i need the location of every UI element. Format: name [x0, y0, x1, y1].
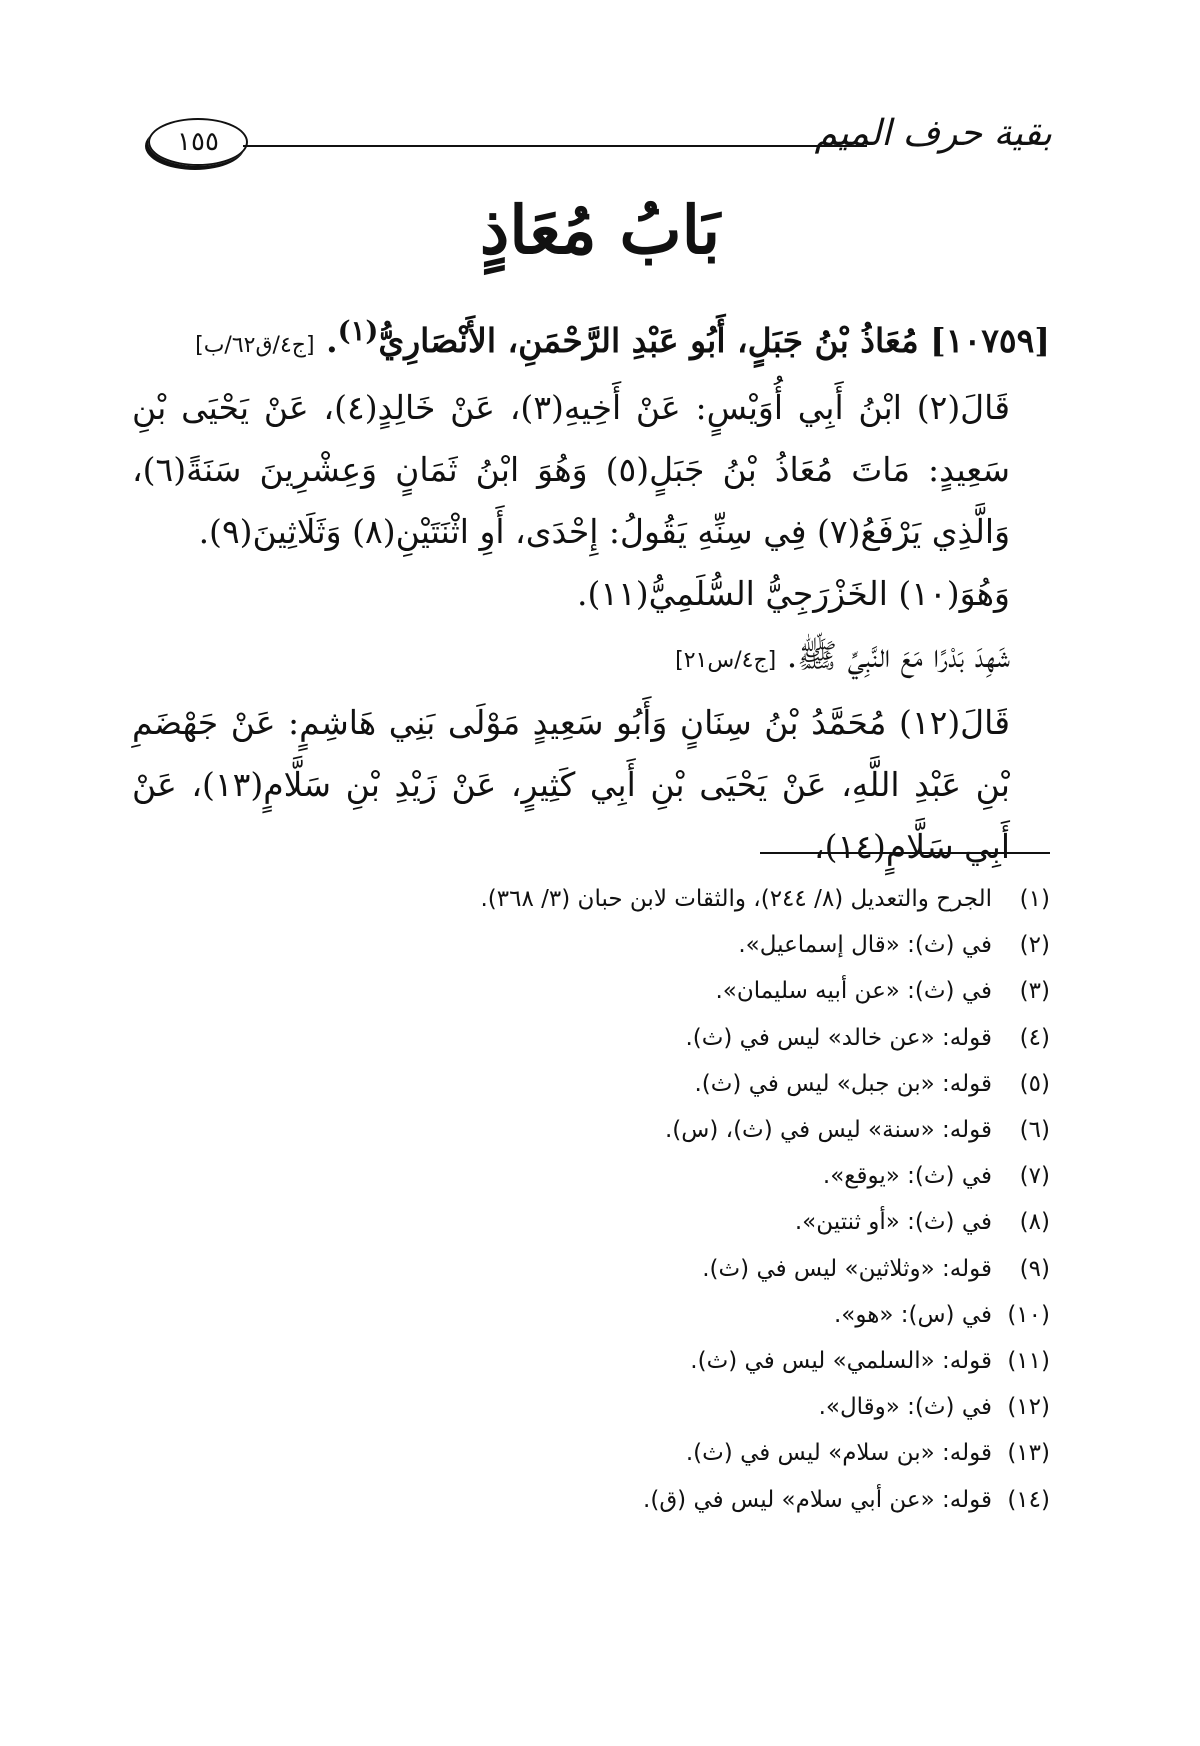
footnote-item — [150, 1338, 1050, 1384]
footnote-number: (٧) — [1019, 1163, 1050, 1190]
footnote-item — [150, 1430, 1050, 1476]
footnote-number: (٣) — [1019, 978, 1050, 1005]
footnote-number: (٥) — [1019, 1070, 1050, 1097]
footnote-item — [150, 876, 1050, 922]
footnote-text: قوله: «عن أبي سلام» ليس في (ق). — [643, 1486, 992, 1513]
footnote-item — [150, 922, 1050, 968]
footnote-text: قوله: «سنة» ليس في (ث)، (س). — [665, 1117, 992, 1144]
entry-note-ref: (١) — [337, 315, 379, 347]
paragraph-3-text: شَهِدَ بَدْرًا مَعَ النَّبِيِّ ﷺ. — [786, 636, 1010, 675]
footnote-item — [150, 1199, 1050, 1245]
footnote-text: في (ث): «يوقع». — [822, 1163, 992, 1190]
footnote-number: (٦) — [1019, 1117, 1050, 1144]
footnote-text: قوله: «وثلاثين» ليس في (ث). — [702, 1255, 992, 1282]
main-text — [132, 300, 1050, 878]
footnotes-list — [150, 876, 1050, 1523]
footnote-text: قوله: «عن خالد» ليس في (ث). — [685, 1024, 992, 1051]
footnote-item — [150, 1061, 1050, 1107]
footnote-text: الجرح والتعديل (٨/ ٢٤٤)، والثقات لابن حبان (٣/ ٣٦٨). — [480, 886, 992, 912]
footnote-text: في (ث): «قال إسماعيل». — [738, 932, 992, 959]
paragraph-3 — [132, 625, 1050, 692]
footnote-text: قوله: «بن جبل» ليس في (ث). — [694, 1070, 992, 1097]
paragraph-2: وَهُوَ(١٠) الخَزْرَجِيُّ السُّلَمِيُّ(١١). — [576, 574, 1010, 613]
footnote-number: (٩) — [1019, 1255, 1050, 1282]
footnote-text: في (ث): «عن أبيه سليمان». — [715, 978, 992, 1005]
footnote-item — [150, 1153, 1050, 1199]
footnote-text: في (ث): «وقال». — [818, 1394, 992, 1421]
footnote-text: قوله: «السلمي» ليس في (ث). — [690, 1348, 992, 1375]
folio-reference: [ج٤/ق٦٢/ب] — [195, 333, 315, 358]
footnote-item — [150, 1107, 1050, 1153]
running-title: بقية حرف الميم — [814, 113, 1052, 154]
footnote-number: (١٣) — [1007, 1440, 1050, 1467]
footnote-item — [150, 968, 1050, 1014]
footnote-text: في (س): «هو». — [833, 1301, 992, 1328]
footnote-item — [150, 1477, 1050, 1523]
footnote-item — [150, 1246, 1050, 1292]
footnote-separator — [760, 852, 1050, 854]
footnote-number: (٢) — [1019, 932, 1050, 959]
entry-name: مُعَاذُ بْنُ جَبَلٍ، أَبُو عَبْدِ الرَّحْمَنِ، الأَنْصَارِيُّ — [378, 321, 919, 360]
footnote-number: (١٢) — [1007, 1394, 1050, 1421]
footnote-text: قوله: «بن سلام» ليس في (ث). — [685, 1440, 992, 1467]
footnote-number: (١٤) — [1007, 1486, 1050, 1513]
footnote-number: (١١) — [1007, 1348, 1050, 1375]
header-rule — [243, 145, 867, 147]
paragraph-1: قَالَ(٢) ابْنُ أَبِي أُوَيْسٍ: عَنْ أَخِيهِ(٣)، عَنْ خَالِدٍ(٤)، عَنْ يَحْيَى بْنِ سَعِيدٍ: مَاتَ مُعَاذُ بْنُ جَبَلٍ(٥) وَهُوَ ابْنُ ثَمَانٍ وَعِشْرِينَ سَنَةً(٦)، وَالَّذِي يَرْفَعُ(٧) فِي سِنِّهِ يَقُولُ: إِحْدَى، أَوِ اثْنَتَيْنِ(٨) وَثَلَاثِينَ(٩). — [132, 388, 1010, 551]
footnote-number: (١٠) — [1007, 1301, 1050, 1328]
entry-number: [١٠٧٥٩] — [930, 321, 1050, 360]
footnote-item — [150, 1384, 1050, 1430]
running-header — [148, 112, 1052, 172]
footnote-number: (٨) — [1019, 1209, 1050, 1236]
footnote-item — [150, 1292, 1050, 1338]
folio-reference-2: [ج٤/س٢١] — [675, 648, 777, 673]
footnote-text: في (ث): «أو ثنتين». — [794, 1209, 992, 1236]
footnote-number: (٤) — [1019, 1024, 1050, 1051]
footnote-number: (١) — [1019, 886, 1050, 912]
chapter-title: بَابُ مُعَاذٍ — [479, 191, 721, 269]
page-number: ١٥٥ — [148, 118, 248, 166]
entry-heading: [١٠٧٥٩] مُعَاذُ بْنُ جَبَلٍ، أَبُو عَبْدِ الرَّحْمَنِ، الأَنْصَارِيُّ$^{(١)}$. [ج٤/ق٦٢/ب] — [195, 315, 1050, 360]
footnote-item — [150, 1015, 1050, 1061]
paragraph-4: قَالَ(١٢) مُحَمَّدُ بْنُ سِنَانٍ وَأَبُو سَعِيدٍ مَوْلَى بَنِي هَاشِمٍ: عَنْ جَهْضَمِ بْنِ عَبْدِ اللَّهِ، عَنْ يَحْيَى بْنِ أَبِي كَثِيرٍ، عَنْ زَيْدِ بْنِ سَلَّامٍ(١٣)، عَنْ أَبِي سَلَّامٍ(١٤)، — [132, 703, 1010, 866]
